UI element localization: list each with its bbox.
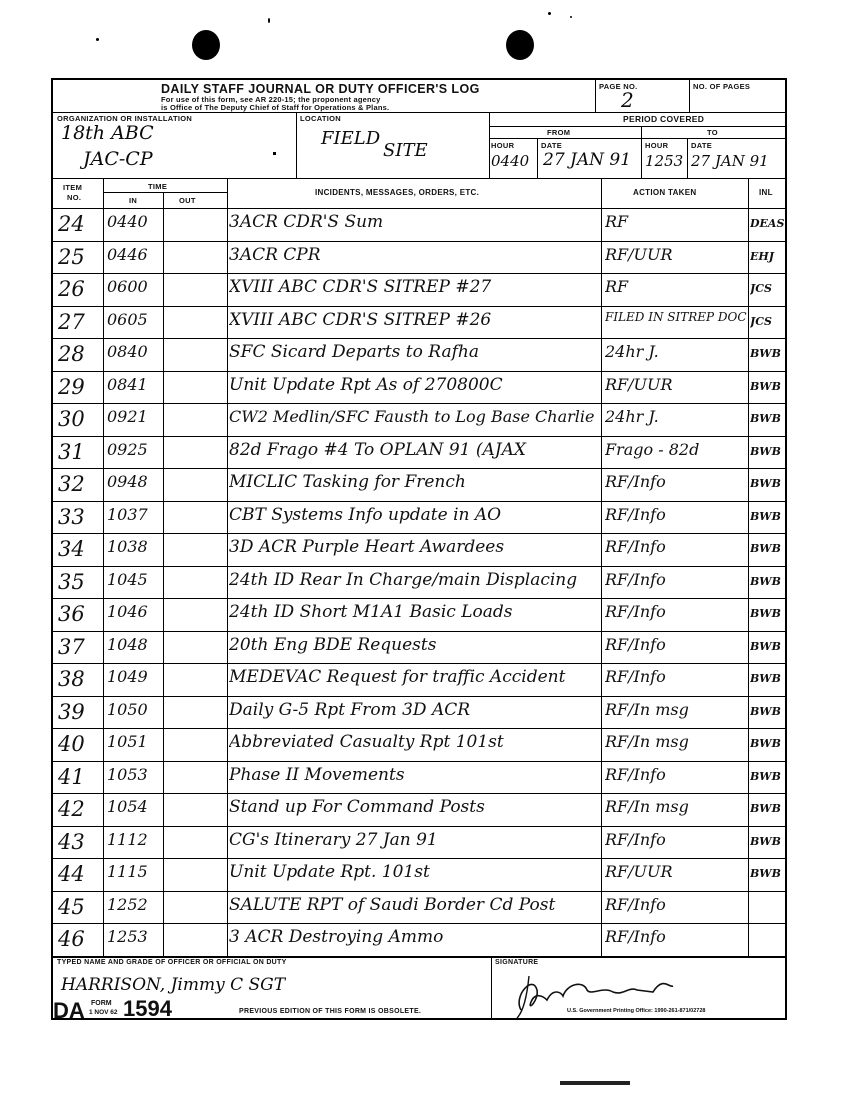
time-in: 0948 [107,472,148,491]
item-no: 42 [58,797,85,821]
log-row [53,761,785,795]
message-text: Unit Update Rpt. 101st [229,862,430,882]
item-no: 33 [58,504,85,529]
message-text: 24th ID Rear In Charge/main Displacing [229,569,578,590]
log-row [53,436,785,470]
initials: EHJ [750,249,774,263]
initials: BWB [750,704,781,718]
form-date: 1 NOV 62 [89,1009,118,1016]
log-row [53,208,785,242]
log-row [53,273,785,307]
message-text: Abbreviated Casualty Rpt 101st [229,732,504,752]
time-in: 1051 [107,732,148,751]
action-taken: RF/Info [605,472,666,491]
item-no: 38 [58,667,85,691]
log-row [53,468,785,502]
item-no-label-1: ITEM [63,183,83,192]
scan-artifact [560,1081,630,1085]
form-label: FORM [91,1000,112,1007]
item-no: 30 [58,407,85,431]
location-label: LOCATION [300,114,342,123]
form-number: 1594 [123,996,172,1021]
initials: BWB [750,379,781,393]
message-text: 3ACR CDR'S Sum [229,212,384,232]
initials: BWB [750,574,781,588]
message-text: XVIII ABC CDR'S SITREP #26 [229,309,492,330]
log-row [53,338,785,372]
action-taken: FILED IN SITREP DOC [605,309,747,324]
scan-speck [548,12,551,15]
item-no: 27 [58,309,85,334]
message-text: Phase II Movements [229,764,405,785]
action-taken: 24hr J. [605,342,659,361]
time-in: 1053 [107,764,148,784]
from-hour-label: HOUR [491,141,515,150]
message-text: XVIII ABC CDR'S SITREP #27 [229,277,492,297]
to-label: TO [707,128,718,137]
log-row [53,566,785,600]
action-taken: RF/Info [605,634,666,654]
form-da: DA [53,998,85,1023]
to-hour-label: HOUR [645,141,669,150]
message-text: Stand up For Command Posts [229,797,485,817]
item-no: 26 [58,277,85,301]
from-label: FROM [547,128,571,137]
item-no: 28 [58,342,85,366]
log-row [53,793,785,827]
to-hour-value: 1253 [645,152,684,170]
action-taken: RF/UUR [605,374,673,394]
action-taken: RF/Info [605,829,666,849]
action-taken: RF/UUR [605,862,673,881]
time-in: 0925 [107,439,148,459]
message-text: SALUTE RPT of Saudi Border Cd Post [229,894,556,915]
form-title: DAILY STAFF JOURNAL OR DUTY OFFICER'S LOG [161,82,480,96]
log-row [53,306,785,340]
item-no: 44 [58,862,85,886]
item-no: 41 [58,764,85,789]
previous-edition-note: PREVIOUS EDITION OF THIS FORM IS OBSOLETE. [239,1008,422,1015]
dot-mark [273,152,276,155]
initials: JCS [750,282,772,295]
time-in: 0921 [107,407,148,426]
time-in: 1048 [107,634,148,654]
item-no: 39 [58,699,85,724]
action-taken: Frago - 82d [605,439,700,459]
action-taken: RF/Info [605,569,666,589]
punch-hole-left [192,30,220,60]
action-taken: RF/Info [605,894,666,914]
action-taken: RF/Info [605,927,666,946]
time-in: 1252 [107,894,148,914]
from-hour-value: 0440 [491,152,530,170]
message-text: Daily G-5 Rpt From 3D ACR [229,699,471,720]
initials: BWB [750,867,781,880]
message-text: 82d Frago #4 To OPLAN 91 (AJAX [229,439,526,460]
time-in: 0605 [107,309,148,329]
page-no-label: PAGE NO. [599,82,638,91]
page-no-value: 2 [621,88,634,112]
gpo-imprint: U.S. Government Printing Office: 1990-261-871/02728 [567,1008,706,1014]
item-no: 46 [58,927,85,951]
action-taken: RF/Info [605,667,666,686]
initials: BWB [750,607,781,620]
action-taken: RF/In msg [605,797,689,816]
duty-log-form [51,78,787,1023]
time-in: 0840 [107,342,148,361]
initials: BWB [750,802,781,815]
incidents-label: INCIDENTS, MESSAGES, ORDERS, ETC. [315,188,480,197]
message-text: CG's Itinerary 27 Jan 91 [229,829,438,850]
log-row [53,533,785,567]
initials: BWB [750,769,781,783]
message-text: MEDEVAC Request for traffic Accident [229,667,566,687]
log-row [53,728,785,762]
action-taken: RF/Info [605,602,666,621]
punch-hole-right [506,30,534,60]
to-date-label: DATE [691,141,713,150]
time-in: 1045 [107,569,148,589]
initials: JCS [750,314,772,328]
scan-speck [96,38,99,41]
action-taken: RF [605,212,629,231]
from-date-label: DATE [541,141,563,150]
action-taken: RF/UUR [605,244,673,264]
log-row [53,241,785,275]
location-value-1: FIELD [321,128,381,149]
item-no: 29 [58,374,85,399]
initials-label: INL [759,188,773,197]
message-text: 3 ACR Destroying Ammo [229,927,444,947]
item-no: 35 [58,569,85,594]
log-row [53,501,785,535]
time-in: 0841 [107,374,148,394]
initials: BWB [750,639,781,653]
log-row [53,696,785,730]
time-in: 1037 [107,504,148,524]
time-label: TIME [148,182,168,191]
message-text: CW2 Medlin/SFC Fausth to Log Base Charlie [229,407,595,426]
message-text: Unit Update Rpt As of 270800C [229,374,503,395]
time-in: 1112 [107,829,148,849]
form-subtitle-2: is Office of The Deputy Chief of Staff for Operations & Plans. [161,103,390,112]
item-no: 34 [58,537,85,561]
period-covered-label: PERIOD COVERED [623,114,705,124]
message-text: SFC Sicard Departs to Rafha [229,342,479,362]
item-no: 24 [58,212,85,236]
action-taken: 24hr J. [605,407,659,426]
time-in: 0446 [107,244,148,264]
time-in-label: IN [129,196,138,205]
action-taken: RF/Info [605,537,666,556]
initials: BWB [750,509,781,523]
action-taken: RF/In msg [605,732,689,751]
item-no: 25 [58,244,85,269]
initials: BWB [750,542,781,555]
message-text: MICLIC Tasking for French [229,472,466,492]
scan-speck [570,16,572,18]
log-row [53,631,785,665]
message-text: 3ACR CPR [229,244,321,265]
initials: DEAS [750,217,785,230]
time-in: 1046 [107,602,148,621]
action-taken: RF/Info [605,504,666,524]
signature-label: SIGNATURE [495,959,539,966]
log-entries [53,208,785,956]
log-row [53,403,785,437]
org-value-2: JAC-CP [83,148,153,170]
log-row [53,826,785,860]
message-text: 20th Eng BDE Requests [229,634,437,655]
from-date-value: 27 JAN 91 [543,150,632,170]
log-row [53,891,785,925]
item-no: 31 [58,439,85,464]
initials: BWB [750,737,781,750]
item-no: 37 [58,634,85,659]
org-value-1: 18th ABC [61,122,154,144]
initials: BWB [750,347,781,360]
message-text: 24th ID Short M1A1 Basic Loads [229,602,513,622]
time-in: 0600 [107,277,148,296]
log-row [53,663,785,697]
scan-speck [268,18,270,23]
item-no: 45 [58,894,85,919]
log-row [53,598,785,632]
typed-name-label: TYPED NAME AND GRADE OF OFFICER OR OFFICIAL ON DUTY [57,959,287,966]
time-in: 1049 [107,667,148,686]
time-in: 1038 [107,537,148,556]
item-no: 36 [58,602,85,626]
no-of-pages-label: NO. OF PAGES [693,82,751,91]
log-row [53,371,785,405]
time-in: 1115 [107,862,148,881]
item-no-label-2: NO. [67,193,82,202]
time-in: 1253 [107,927,148,946]
initials: BWB [750,444,781,458]
action-taken: RF/In msg [605,699,689,719]
location-value-2: SITE [383,140,428,161]
item-no: 32 [58,472,85,496]
time-out-label: OUT [179,196,196,205]
typed-name-value: HARRISON, Jimmy C SGT [61,975,286,995]
action-taken: RF [605,277,629,296]
to-date-value: 27 JAN 91 [691,152,769,170]
item-no: 40 [58,732,85,756]
item-no: 43 [58,829,85,854]
initials: BWB [750,672,781,685]
time-in: 1050 [107,699,148,719]
action-taken-label: ACTION TAKEN [633,188,697,197]
log-row [53,923,785,957]
org-label: ORGANIZATION OR INSTALLATION [57,114,193,123]
form-subtitle-1: For use of this form, see AR 220-15; the proponent agency [161,95,381,104]
action-taken: RF/Info [605,764,666,784]
initials: BWB [750,412,781,425]
message-text: CBT Systems Info update in AO [229,504,502,525]
initials: BWB [750,834,781,848]
initials: BWB [750,477,781,490]
time-in: 1054 [107,797,148,816]
message-text: 3D ACR Purple Heart Awardees [229,537,505,557]
time-in: 0440 [107,212,148,231]
log-row [53,858,785,892]
